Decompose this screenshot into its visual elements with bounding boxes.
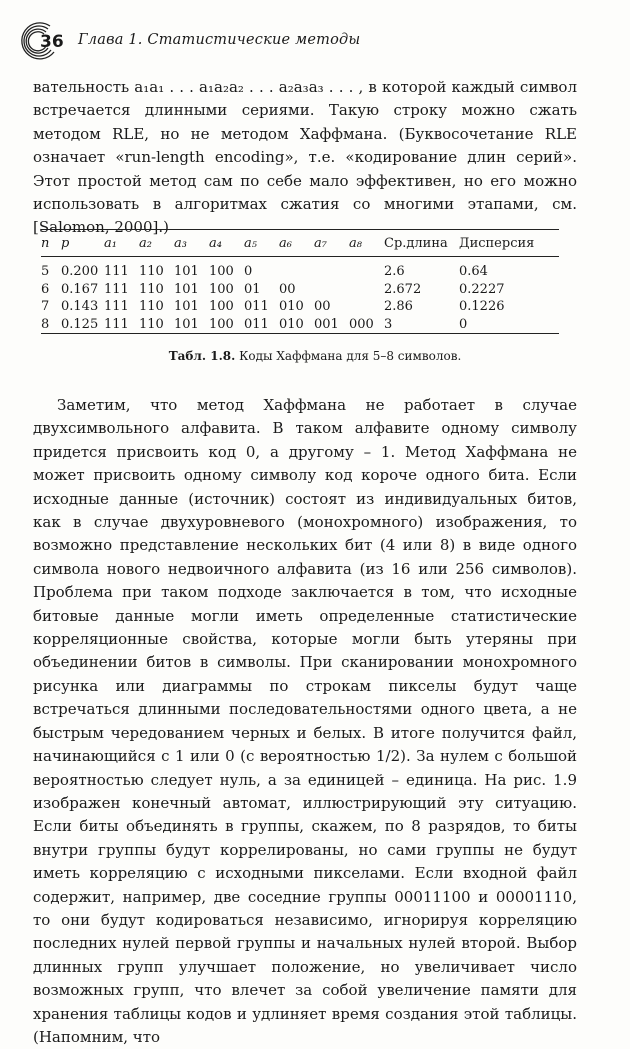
running-title: Глава 1. Статистические методы — [78, 32, 361, 48]
table-cell: 100 — [209, 281, 234, 297]
table-cell: 2.6 — [384, 264, 405, 280]
col-header-a8: a₈ — [349, 235, 362, 251]
table-cell: 0 — [244, 264, 253, 280]
col-header-a2: a₂ — [139, 235, 152, 251]
paragraph-main: Заметим, что метод Хаффмана не работает в случае двухсимвольного алфавита. В таком алфавите одному символу придется присвоить код 0, а другому – 1. Метод Хаффмана не может присвоить одному символу код короче одного бита. Если исходные данные (источник) состоят из индивидуальных битов, как в случае двухуровневого (монохромного) изображения, то возможно представление нескольких бит (4 или 8) в виде одного символа нового недвоичного алфавита (из 16 или 256 символов). Проблема при таком подходе заключается в том, что исходные битовые данные могли иметь определенные статистические корреляционные свойства, которые могли быть утеряны при объединении битов в символы. При сканировании монохромного рисунка или диаграммы по строкам пикселы будут чаще встречаться длинными последовательностями одного цвета, а не быстрым чередованием черных и белых. В итоге получится файл, начинающийся с 1 или 0 (с вероятностью 1/2). За нулем с большой вероятностью следует нуль, а за единицей – единица. На рис. 1.9 изображен конечный автомат, иллюстрирующий эту ситуацию. Если биты объединять в группы, скажем, по 8 разрядов, то биты внутри группы будут коррелированы, но сами группы не будут иметь корреляцию с исходными пикселами. Если входной файл содержит, например, две соседние группы 00011100 и 00001110, то они будут кодироваться независимо, игнорируя корреляцию последних нулей первой группы и начальных нулей второй. Выбор длинных групп улучшает положение, но увеличивает число возможных групп, что влечет за собой увеличение памяти для хранения таблицы кодов и удлиняет время создания этой таблицы. (Напомним, что — [33, 396, 577, 1046]
table-cell: 001 — [314, 316, 339, 332]
table-row — [41, 316, 559, 334]
table-cell: 010 — [279, 316, 304, 332]
table-cell: 0.64 — [459, 264, 488, 280]
table-caption — [0, 349, 630, 363]
table-cell: 2.672 — [384, 281, 422, 297]
table-cell: 110 — [139, 281, 164, 297]
col-header-variance: Дисперсия — [459, 235, 535, 251]
col-header-a3: a₃ — [174, 235, 187, 251]
table-cell: 110 — [139, 264, 164, 280]
col-header-a5: a₅ — [244, 235, 257, 251]
table-row — [41, 298, 559, 316]
table-row — [41, 263, 559, 281]
table-cell: 011 — [244, 299, 269, 315]
table-cell: 0.1226 — [459, 299, 505, 315]
table-cell: 101 — [174, 281, 199, 297]
table-header-row — [41, 230, 559, 257]
table-cell: 6 — [41, 281, 50, 297]
table-cell: 100 — [209, 264, 234, 280]
table-cell: 111 — [104, 281, 129, 297]
table-cell: 111 — [104, 299, 129, 315]
table-cell: 0.125 — [61, 316, 99, 332]
table-cell: 111 — [104, 316, 129, 332]
col-header-a4: a₄ — [209, 235, 222, 251]
table-cell: 0.143 — [61, 299, 99, 315]
table-row — [41, 281, 559, 299]
caption-label: Табл. 1.8. — [168, 349, 236, 363]
table-cell: 01 — [244, 281, 261, 297]
paragraph-intro: вательность a₁a₁ . . . a₁a₂a₂ . . . a₂a₃a₃ . . . , в которой каждый символ встречается длинными сериями. Такую строку можно сжать методом RLE, но не методом Хаффмана. (Буквосочетание RLE означает «run-length encoding», т.е. «кодирование длин серий». Этот простой метод сам по себе мало эффективен, но его можно использовать в алгоритмах сжатия со многими этапами, см. [Salomon, 2000].) — [33, 78, 577, 237]
table-cell: 7 — [41, 299, 50, 315]
col-header-a6: a₆ — [279, 235, 292, 251]
table-cell: 0.167 — [61, 281, 99, 297]
table-body — [41, 263, 559, 333]
table-cell: 00 — [279, 281, 296, 297]
table-cell: 100 — [209, 316, 234, 332]
table-cell: 101 — [174, 299, 199, 315]
table-cell: 5 — [41, 264, 50, 280]
table-cell: 8 — [41, 316, 50, 332]
table-cell: 0.200 — [61, 264, 99, 280]
table-cell: 2.86 — [384, 299, 413, 315]
table-cell: 110 — [139, 316, 164, 332]
table-cell: 00 — [314, 299, 331, 315]
col-header-avg-length: Ср.длина — [384, 235, 448, 251]
table-cell: 000 — [349, 316, 374, 332]
table-cell: 110 — [139, 299, 164, 315]
table-cell: 3 — [384, 316, 393, 332]
table-cell: 100 — [209, 299, 234, 315]
table-cell: 111 — [104, 264, 129, 280]
table-cell: 011 — [244, 316, 269, 332]
table-cell: 101 — [174, 264, 199, 280]
caption-text: Коды Хаффмана для 5–8 символов. — [235, 349, 462, 363]
col-header-a1: a₁ — [104, 235, 117, 251]
col-header-n: n — [41, 235, 50, 251]
table-cell: 0.2227 — [459, 281, 505, 297]
page-number: 36 — [40, 32, 64, 52]
col-header-a7: a₇ — [314, 235, 327, 251]
table-cell: 010 — [279, 299, 304, 315]
table-cell: 101 — [174, 316, 199, 332]
page-header — [14, 20, 614, 64]
huffman-codes-table — [41, 229, 559, 334]
col-header-p: p — [61, 235, 70, 251]
table-cell: 0 — [459, 316, 468, 332]
